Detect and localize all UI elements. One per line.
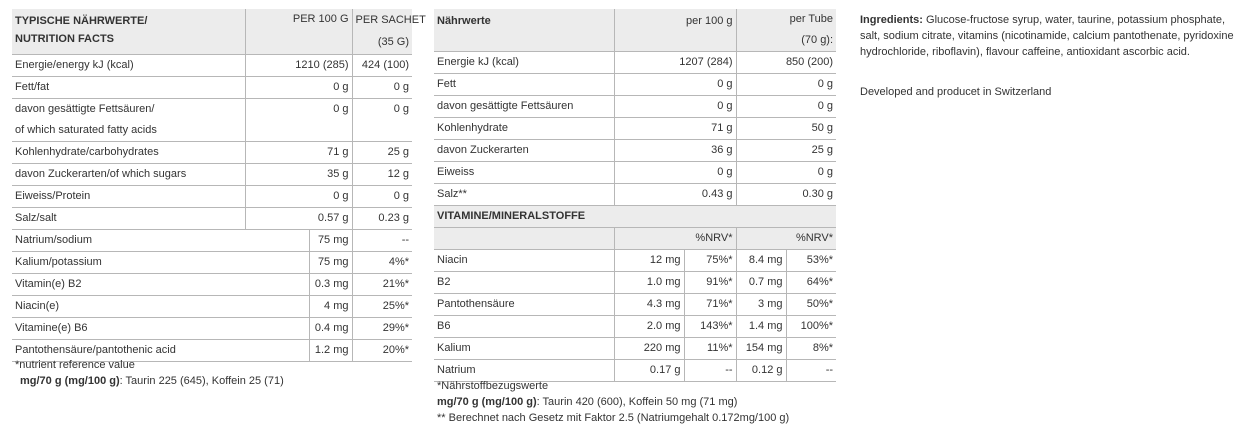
section-header-row	[434, 206, 836, 228]
macro-rows	[12, 55, 412, 230]
table-row: Natrium/sodium 75 mg --	[12, 230, 412, 252]
nutrition-table-sachet	[12, 9, 426, 362]
table-title: Nährwerte	[434, 9, 614, 52]
ingredients-text	[860, 12, 1240, 60]
table-row: Fett/fat 0 g 0 g	[12, 77, 412, 99]
micro-rows	[12, 230, 412, 362]
table-row: davon gesättigte Fettsäuren/ of which saturated fatty acids 0 g 0 g	[12, 99, 412, 142]
footnote-salt-calc: ** Berechnet nach Gesetz mit Faktor 2.5 (Natriumgehalt 0.172mg/100 g)	[437, 412, 790, 424]
nrv-header-100g: %NRV*	[684, 228, 736, 250]
col-header-per-sachet: PER SACHET	[352, 9, 412, 31]
table-header-row	[12, 9, 412, 31]
table-row: B6 2.0 mg 143%* 1.4 mg 100%*	[434, 316, 836, 338]
nrv-header-tube: %NRV*	[786, 228, 836, 250]
table-header-row	[434, 9, 836, 30]
col-header-per-100g: PER 100 G	[245, 9, 352, 31]
table-row: Vitamin(e) B2 0.3 mg 21%*	[12, 274, 412, 296]
vitamin-rows	[434, 250, 836, 382]
table-row: Energie kJ (kcal) 1207 (284) 850 (200)	[434, 52, 836, 74]
nrv-header-row	[434, 228, 836, 250]
ingredients-list: Glucose-fructose syrup, water, taurine, potassium phosphate, salt, sodium citrate, vitamins (nicotinamide, calcium pantothenate, pyridoxine hydrochloride, riboflavin), flavour caffeine, antioxidant ascorbic acid.	[860, 14, 1234, 58]
table-row: Kohlenhydrate/carbohydrates 71 g 25 g	[12, 142, 412, 164]
macro-rows	[434, 52, 836, 206]
table-row: Natrium 0.17 g -- 0.12 g --	[434, 360, 836, 382]
table-row: Fett 0 g 0 g	[434, 74, 836, 96]
table-row: Energie/energy kJ (kcal) 1210 (285) 424 (100)	[12, 55, 412, 77]
table-row: Eiweiss/Protein 0 g 0 g	[12, 186, 412, 208]
col-header-per-tube: per Tube	[736, 9, 836, 30]
table-row: Kalium/potassium 75 mg 4%*	[12, 252, 412, 274]
table-row: Kohlenhydrate 71 g 50 g	[434, 118, 836, 140]
footnote-taurin: mg/70 g (mg/100 g): Taurin 420 (600), Koffein 50 mg (71 mg)	[437, 396, 738, 408]
table-row: Eiweiss 0 g 0 g	[434, 162, 836, 184]
table-row: davon gesättigte Fettsäuren 0 g 0 g	[434, 96, 836, 118]
ingredients-label: Ingredients:	[860, 14, 923, 26]
footnote-nrv: *Nährstoffbezugswerte	[437, 380, 549, 392]
section-title: VITAMINE/MINERALSTOFFE	[434, 206, 836, 228]
table-row: davon Zuckerarten/of which sugars 35 g 12 g	[12, 164, 412, 186]
table-row: Kalium 220 mg 11%* 154 mg 8%*	[434, 338, 836, 360]
table-row: Pantothensäure 4.3 mg 71%* 3 mg 50%*	[434, 294, 836, 316]
table-row: davon Zuckerarten 36 g 25 g	[434, 140, 836, 162]
table-row: Niacin(e) 4 mg 25%*	[12, 296, 412, 318]
origin-text: Developed and producet in Switzerland	[860, 86, 1052, 98]
footnote-nrv: *nutrient reference value	[15, 359, 135, 371]
table-row: Salz/salt 0.57 g 0.23 g	[12, 208, 412, 230]
footnote-taurin: mg/70 g (mg/100 g): Taurin 225 (645), Koffein 25 (71)	[20, 375, 284, 387]
table-row: B2 1.0 mg 91%* 0.7 mg 64%*	[434, 272, 836, 294]
table-title: TYPISCHE NÄHRWERTE/ NUTRITION FACTS	[12, 9, 245, 55]
table-row: Vitamine(e) B6 0.4 mg 29%*	[12, 318, 412, 340]
col-header-per-100g: per 100 g	[614, 9, 736, 52]
table-row: Salz** 0.43 g 0.30 g	[434, 184, 836, 206]
col-header-sachet-weight: (35 G)	[352, 31, 412, 54]
nutrition-table-tube	[434, 9, 836, 382]
table-row: Niacin 12 mg 75%* 8.4 mg 53%*	[434, 250, 836, 272]
table-row: Pantothensäure/pantothenic acid 1.2 mg 20%*	[12, 340, 412, 362]
col-header-tube-weight: (70 g):	[736, 30, 836, 52]
